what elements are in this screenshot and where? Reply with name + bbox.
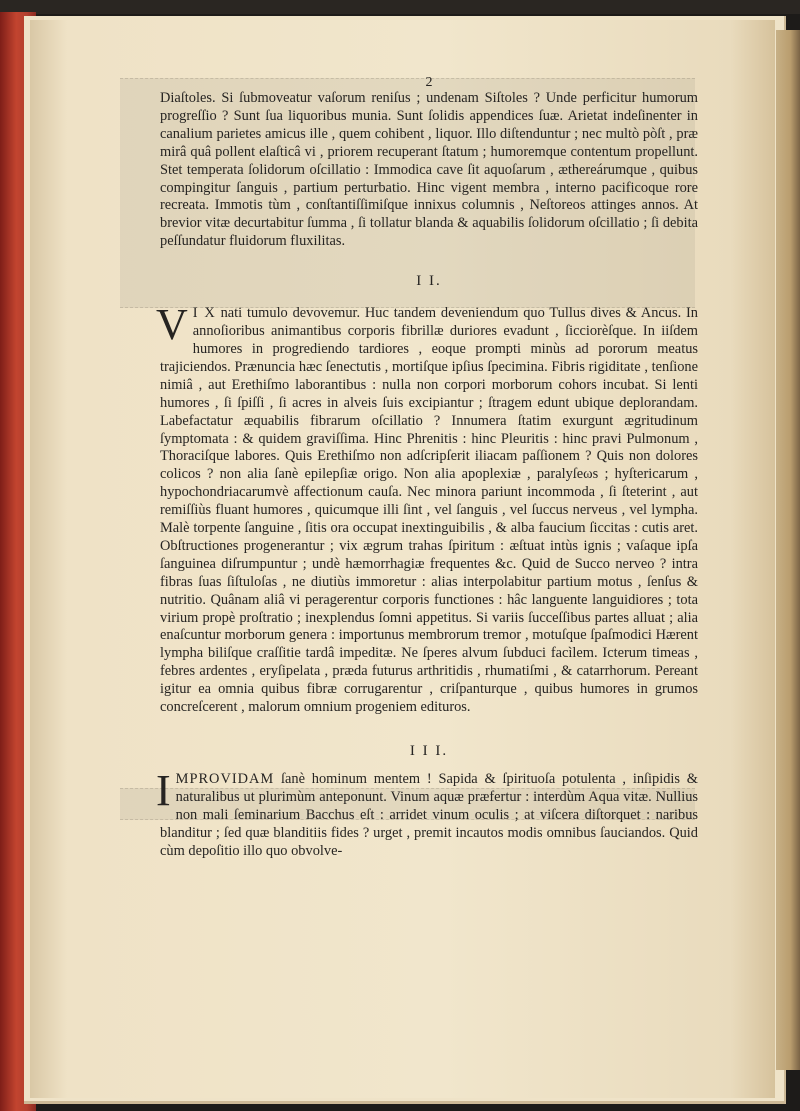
paragraph-section-ii (156, 300, 698, 717)
lead-word: MPROVIDAM (175, 771, 275, 787)
drop-cap: V (156, 300, 188, 350)
paragraph-body: ſanè hominum mentem ! Sapida & ſpirituoſa potulenta , inſipidis & naturalibus ut plurimùm anteponunt. Vinum aquæ præfertur : interdùm Aqua vitæ. Nullius non mali ſeminarium Bacchus eſt : arridet vinum oculis ; at viſcera diſtorquet : naribus blanditur ; ſed quæ blanditiis fides ? urget , premit incautos modis omnibus ſauciandos. Quid cùm depoſitio illo quo obvolve- (160, 771, 698, 859)
page-right-edge (776, 30, 800, 1070)
paragraph-body: nati tumulo devovemur. Huc tandem deveniendum quo Tullus dives & Ancus. In annoſioribus animantibus corporis fibrillæ duriores evadunt , ſicciorèſque. In iiſdem humores in progrediendo tardiores , eoque prompti minùs ad pororum meatus trajiciendos. Prænuncia hæc ſenectutis , mortiſque ipſius ſpecimina. Fibris rigiditate , tenſione nimiâ , aut Erethiſmo laborantibus : nulla non corpori morborum cohors incubat. Si lenti humores , ſi ſpiſſi , ſi acres in alveis ſuis excipiantur ; ſtragem edunt ubique deplorandam. Labefactatur æquabilis fibrarum oſcillatio ? Innumera ſtatim exurgunt ægritudinum ſymptomata : & quidem graviſſima. Hinc Phrenitis : hinc Pleuritis : hinc pravi Pulmonum , Thoraciſque labores. Quis Erethiſmo non adſcripſerit iliacam paſſionem ? Quis non dolores colicos ? non alia ſanè epilepſiæ origo. Non alia apoplexiæ , paralyſeωs ; hyſtericarum , hypochondriacarumvè affectionum cauſa. Nec minora pariunt incommoda , ſi ſteterint , aut remiſſiùs fluant humores , quicumque illi ſint , vel ſanguis , vel ſuccus nerveus , vel lympha. Malè torpente ſanguine , ſitis ora occupat inextinguibilis , & alba faucium ſiccitas : cutis aret. Obſtructiones progenerantur ; vix ægrum trahas ſpiritum : æſtuat intùs ignis ; vaſaque ipſa ſanguinea diſrumpuntur ; undè hæmorrhagiæ frequentes &c. Quid de Succo nerveo ? intra fibras ſuas ſiſtuloſas , ne diutiùs immoretur : alias interpolabitur partium motus , ſenſus & nutritio. Quânam aliâ vi peragerentur corporis functiones : hâc languente languidiores ; tota virium propè proſtratio ; inexplendus ſomni appetitus. Si variis ſucceſſibus partes alluat ; alia enaſcuntur morborum genera : importunus membrorum tremor , motuſque ſpaſmodici Hærent lympha biliſque craſſitie tardâ impeditæ. Ne ſperes alvum ſubduci facìlem. Icterum timeas , febres ardentes , eryſipelata , præda futurus arthritidis , rhumatiſmi , & catarrhorum. Pereant igitur ea omnia quibus fibræ corrugarentur , criſpanturque , quibus humores in grumos concreſcerent , malorum omnium progeniem edituros. (160, 305, 698, 716)
page-number: 2 (425, 75, 433, 90)
drop-cap: I (156, 766, 171, 815)
section-heading-iii: I I I. (409, 743, 449, 759)
section-heading-ii: I I. (416, 273, 442, 290)
text-column (156, 75, 698, 861)
lead-word: I X (192, 305, 216, 322)
shadow-top-edge (0, 0, 800, 14)
paragraph-section-iii (156, 766, 698, 861)
paragraph-1: Diaſtoles. Si ſubmoveatur vaſorum reniſus ; undenam Siſtoles ? Unde perficitur humorum progreſſio ? Sunt ſua liquoribus munia. Sunt ſolidis appendices ſuæ. Arietat indeſinenter in canalium parietes amicus ille , quem cohibent , liquor. Illo diſtenduntur ; nec multò pòſt , præ mirâ quâ pollent elaſticâ vi , priorem recuperant ſtatum ; humoremque contentum propellunt. Stet temperata ſolidorum oſcillatio : Immodica cave ſit aquoſarum , æthereárumque , quibus compingitur ſanguis , partium perturbatio. Hinc vigent membra , interno pacificoque rore recreata. Immotis tùm , conſtantiſſimiſque innixus columnis , Neſtoreos attinges annos. At brevior vitæ decurtabitur ſumma , ſi tollatur blanda & aquabilis ſolidorum oſcillatio ; ſi debita peſſundatur fluidorum fluxilitas. (160, 90, 698, 250)
